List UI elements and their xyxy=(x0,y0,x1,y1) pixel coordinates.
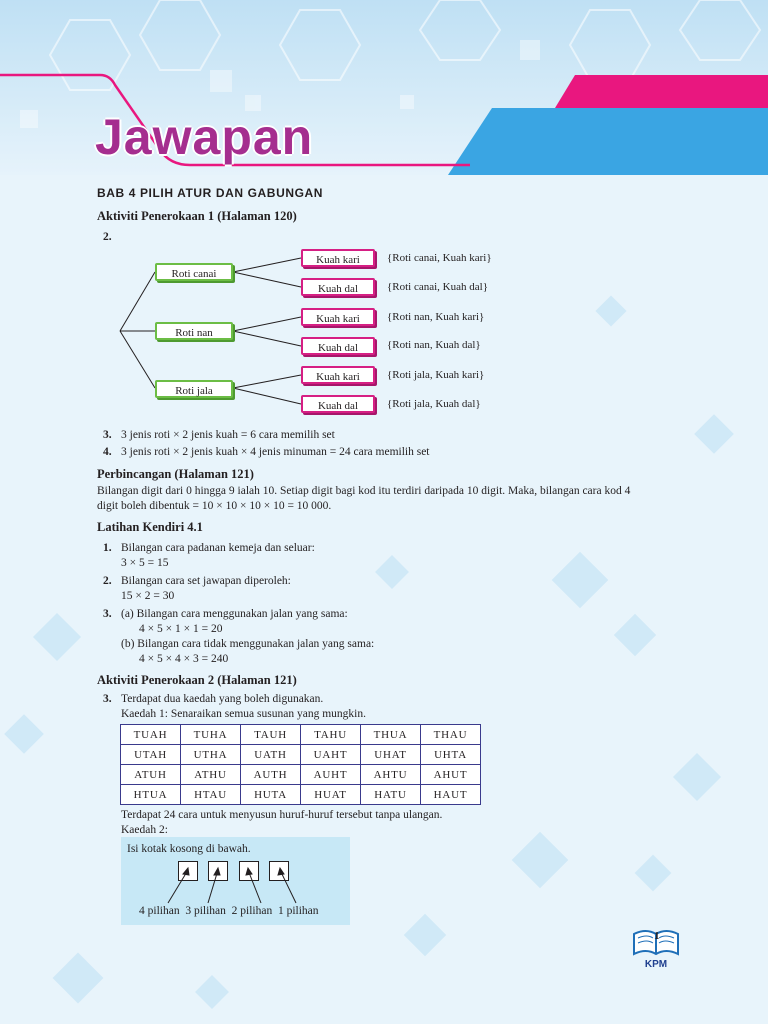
question-number: 2. xyxy=(103,575,112,587)
table-cell: UHAT xyxy=(361,745,421,765)
table-cell: HUAT xyxy=(301,785,361,805)
question-number: 1. xyxy=(103,542,112,554)
kpm-logo xyxy=(630,928,682,972)
chapter-heading: BAB 4 PILIH ATUR DAN GABUNGAN xyxy=(97,186,324,200)
set-label: {Roti nan, Kuah kari} xyxy=(387,311,485,323)
set-label: {Roti canai, Kuah dal} xyxy=(387,281,488,293)
activity-2-heading: Aktiviti Penerokaan 2 (Halaman 121) xyxy=(97,673,297,687)
roti-nan-box: Roti nan xyxy=(155,322,233,340)
answer-text: 3 jenis roti × 2 jenis kuah × 4 jenis minuman = 24 cara memilih set xyxy=(121,446,430,458)
table-cell: UTAH xyxy=(121,745,181,765)
question-number: 2. xyxy=(103,231,112,243)
answer-text: 3 jenis roti × 2 jenis kuah = 6 cara memilih set xyxy=(121,429,335,441)
answer-text: Bilangan cara menggunakan jalan yang sama: xyxy=(136,608,348,620)
kuah-kari-box: Kuah kari xyxy=(301,366,375,384)
table-cell: AUTH xyxy=(241,765,301,785)
part-label: (a) xyxy=(121,608,134,620)
table-cell: TUHA xyxy=(181,725,241,745)
question-number: 4. xyxy=(103,446,112,458)
discussion-line-2: digit boleh dibentuk = 10 × 10 × 10 × 10 = 10 000. xyxy=(97,500,332,512)
method-2-box-title: Isi kotak kosong di bawah. xyxy=(127,843,251,855)
table-cell: HAUT xyxy=(421,785,481,805)
kuah-kari-box: Kuah kari xyxy=(301,249,375,267)
answer-text: Bilangan cara padanan kemeja dan seluar: xyxy=(121,542,315,554)
arrangement-table xyxy=(120,724,481,805)
exercise-heading: Latihan Kendiri 4.1 xyxy=(97,520,203,534)
question-number: 3. xyxy=(103,429,112,441)
kuah-dal-box: Kuah dal xyxy=(301,278,375,296)
summary-text: Terdapat 24 cara untuk menyusun huruf-huruf tersebut tanpa ulangan. xyxy=(121,809,443,821)
question-number: 3. xyxy=(103,693,112,705)
table-cell: TAUH xyxy=(241,725,301,745)
table-cell: HTUA xyxy=(121,785,181,805)
method-1-label: Kaedah 1: Senaraikan semua susunan yang mungkin. xyxy=(121,708,366,720)
table-cell: ATUH xyxy=(121,765,181,785)
table-cell: UTHA xyxy=(181,745,241,765)
table-cell: ATHU xyxy=(181,765,241,785)
answer-calculation: 3 × 5 = 15 xyxy=(121,557,169,569)
discussion-line-1: Bilangan digit dari 0 hingga 9 ialah 10. Setiap digit bagi kod itu terdiri daripada 10 digit. Maka, bilangan cara kod 4 xyxy=(97,485,631,497)
set-label: {Roti nan, Kuah dal} xyxy=(387,339,481,351)
table-cell: UATH xyxy=(241,745,301,765)
part-label: (b) xyxy=(121,638,135,650)
table-row xyxy=(121,725,481,745)
table-row xyxy=(121,745,481,765)
kuah-dal-box: Kuah dal xyxy=(301,395,375,413)
table-cell: HATU xyxy=(361,785,421,805)
table-cell: THUA xyxy=(361,725,421,745)
publisher-label: KPM xyxy=(644,959,668,970)
table-cell: AHUT xyxy=(421,765,481,785)
set-label: {Roti jala, Kuah kari} xyxy=(387,369,485,381)
question-number: 3. xyxy=(103,608,112,620)
page-title: Jawapan xyxy=(95,109,314,165)
kuah-dal-box: Kuah dal xyxy=(301,337,375,355)
set-label: {Roti jala, Kuah dal} xyxy=(387,398,481,410)
method-2-box xyxy=(121,837,350,925)
table-cell: TAHU xyxy=(301,725,361,745)
table-cell: UAHT xyxy=(301,745,361,765)
choices-label: 4 pilihan 3 pilihan 2 pilihan 1 pilihan xyxy=(139,905,319,917)
table-cell: HUTA xyxy=(241,785,301,805)
discussion-heading: Perbincangan (Halaman 121) xyxy=(97,467,254,481)
activity-1-heading: Aktiviti Penerokaan 1 (Halaman 120) xyxy=(97,209,297,223)
roti-jala-box: Roti jala xyxy=(155,380,233,398)
method-2-label: Kaedah 2: xyxy=(121,824,168,836)
answer-calculation: 4 × 5 × 4 × 3 = 240 xyxy=(139,653,229,665)
answer-calculation: 15 × 2 = 30 xyxy=(121,590,175,602)
set-label: {Roti canai, Kuah kari} xyxy=(387,252,492,264)
table-cell: AUHT xyxy=(301,765,361,785)
table-cell: UHTA xyxy=(421,745,481,765)
table-cell: HTAU xyxy=(181,785,241,805)
table-cell: TUAH xyxy=(121,725,181,745)
kuah-kari-box: Kuah kari xyxy=(301,308,375,326)
roti-canai-box: Roti canai xyxy=(155,263,233,281)
table-row xyxy=(121,785,481,805)
answer-text: Terdapat dua kaedah yang boleh digunakan. xyxy=(121,693,324,705)
answer-text: Bilangan cara tidak menggunakan jalan yang sama: xyxy=(137,638,375,650)
table-cell: THAU xyxy=(421,725,481,745)
answer-text: Bilangan cara set jawapan diperoleh: xyxy=(121,575,291,587)
page-number: 1 xyxy=(654,930,660,942)
table-row xyxy=(121,765,481,785)
table-cell: AHTU xyxy=(361,765,421,785)
answer-calculation: 4 × 5 × 1 × 1 = 20 xyxy=(139,623,223,635)
